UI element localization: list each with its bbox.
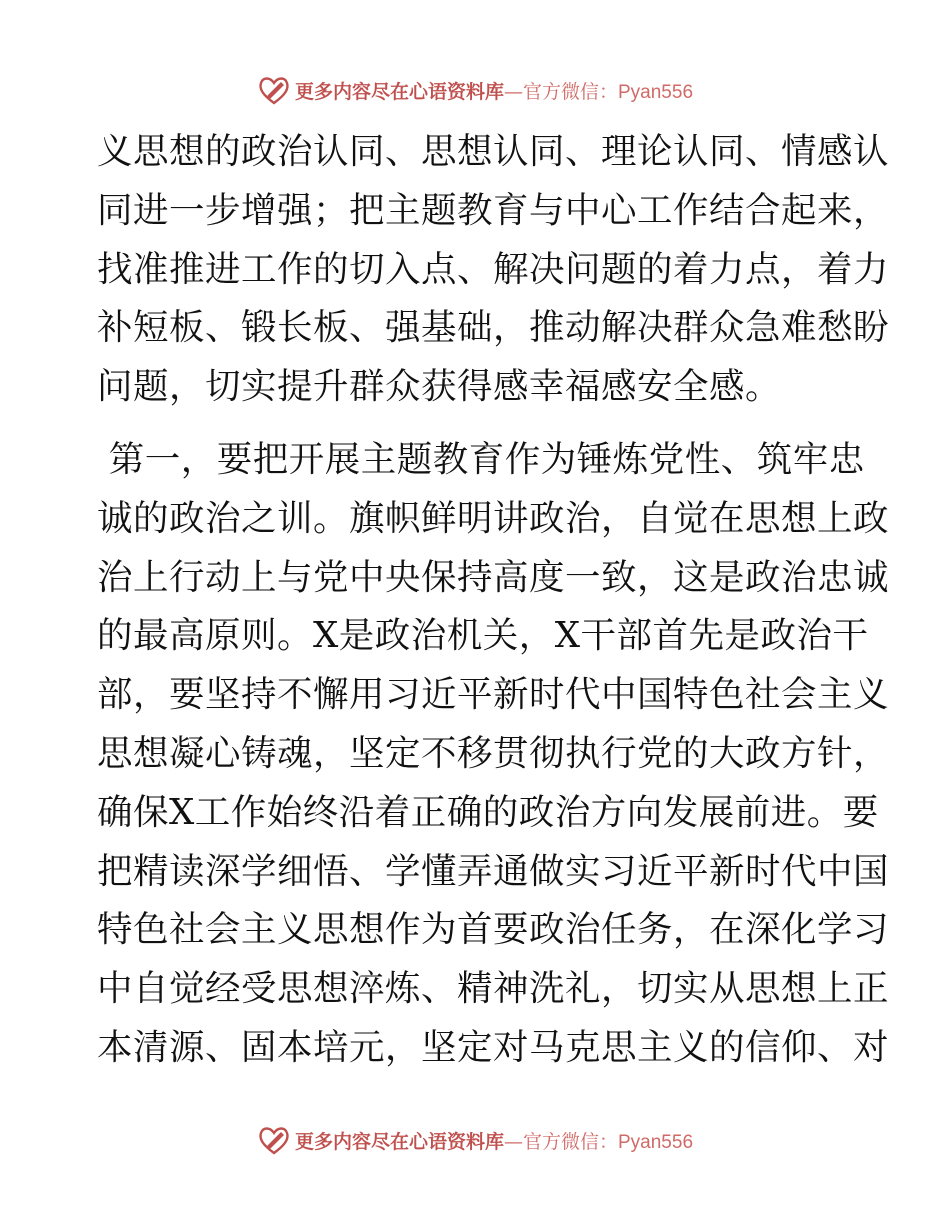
text-line: 确保X工作始终沿着正确的政治方向发展前进。要 <box>97 791 879 833</box>
text-line: 治上行动上与党中央保持高度一致，这是政治忠诚 <box>97 556 890 598</box>
paragraph-2 <box>97 431 890 1078</box>
text-line: 本清源、固本培元，坚定对马克思主义的信仰、对 <box>97 1026 890 1068</box>
paragraph-gap <box>97 417 857 431</box>
text-line: 把精读深学细悟、学懂弄通做实习近平新时代中国 <box>97 850 890 892</box>
heart-pen-logo-icon <box>257 73 291 107</box>
text-line: 中自觉经受思想淬炼、精神洗礼，切实从思想上正 <box>97 968 890 1010</box>
banner-main-text: 更多内容尽在心语资料库 <box>294 80 504 103</box>
text-line: 第一，要把开展主题教育作为锤炼党性、筑牢忠 <box>97 438 865 480</box>
text-line: 找准推进工作的切入点、解决问题的着力点，着力 <box>97 248 890 290</box>
text-line: 义思想的政治认同、思想认同、理论认同、情感认 <box>97 131 890 172</box>
text-line: 部，要坚持不懈用习近平新时代中国特色社会主义 <box>97 674 890 716</box>
text-line: 问题，切实提升群众获得感幸福感安全感。 <box>97 366 782 408</box>
text-line: 特色社会主义思想作为首要政治任务，在深化学习 <box>97 909 890 951</box>
text-line: 的最高原则。X是政治机关，X干部首先是政治干 <box>97 615 869 657</box>
text-line: 思想凝心铸魂，坚定不移贯彻执行党的大政方针， <box>97 732 890 774</box>
text-line: 同进一步增强；把主题教育与中心工作结合起来， <box>97 189 890 231</box>
paragraph-1 <box>97 123 890 417</box>
banner-dash: — <box>503 80 523 103</box>
text-line: 补短板、锻长板、强基础，推动解决群众急难愁盼 <box>97 307 890 349</box>
banner-wechat-id: Pyan556 <box>618 81 694 103</box>
banner-wechat-label: 官方微信： <box>522 80 618 103</box>
banner-wechat-label: 官方微信： <box>522 1130 618 1153</box>
heart-pen-logo-icon <box>257 1123 291 1157</box>
text-line: 诚的政治之训。旗帜鲜明讲政治，自觉在思想上政 <box>97 497 890 539</box>
banner-dash: — <box>503 1130 523 1153</box>
document-body <box>97 123 890 1078</box>
banner-text <box>295 1127 693 1154</box>
banner-wechat-id: Pyan556 <box>618 1131 694 1153</box>
banner-main-text: 更多内容尽在心语资料库 <box>294 1130 504 1153</box>
banner-text <box>295 77 693 104</box>
header-banner <box>0 70 950 110</box>
footer-banner <box>0 1120 950 1160</box>
